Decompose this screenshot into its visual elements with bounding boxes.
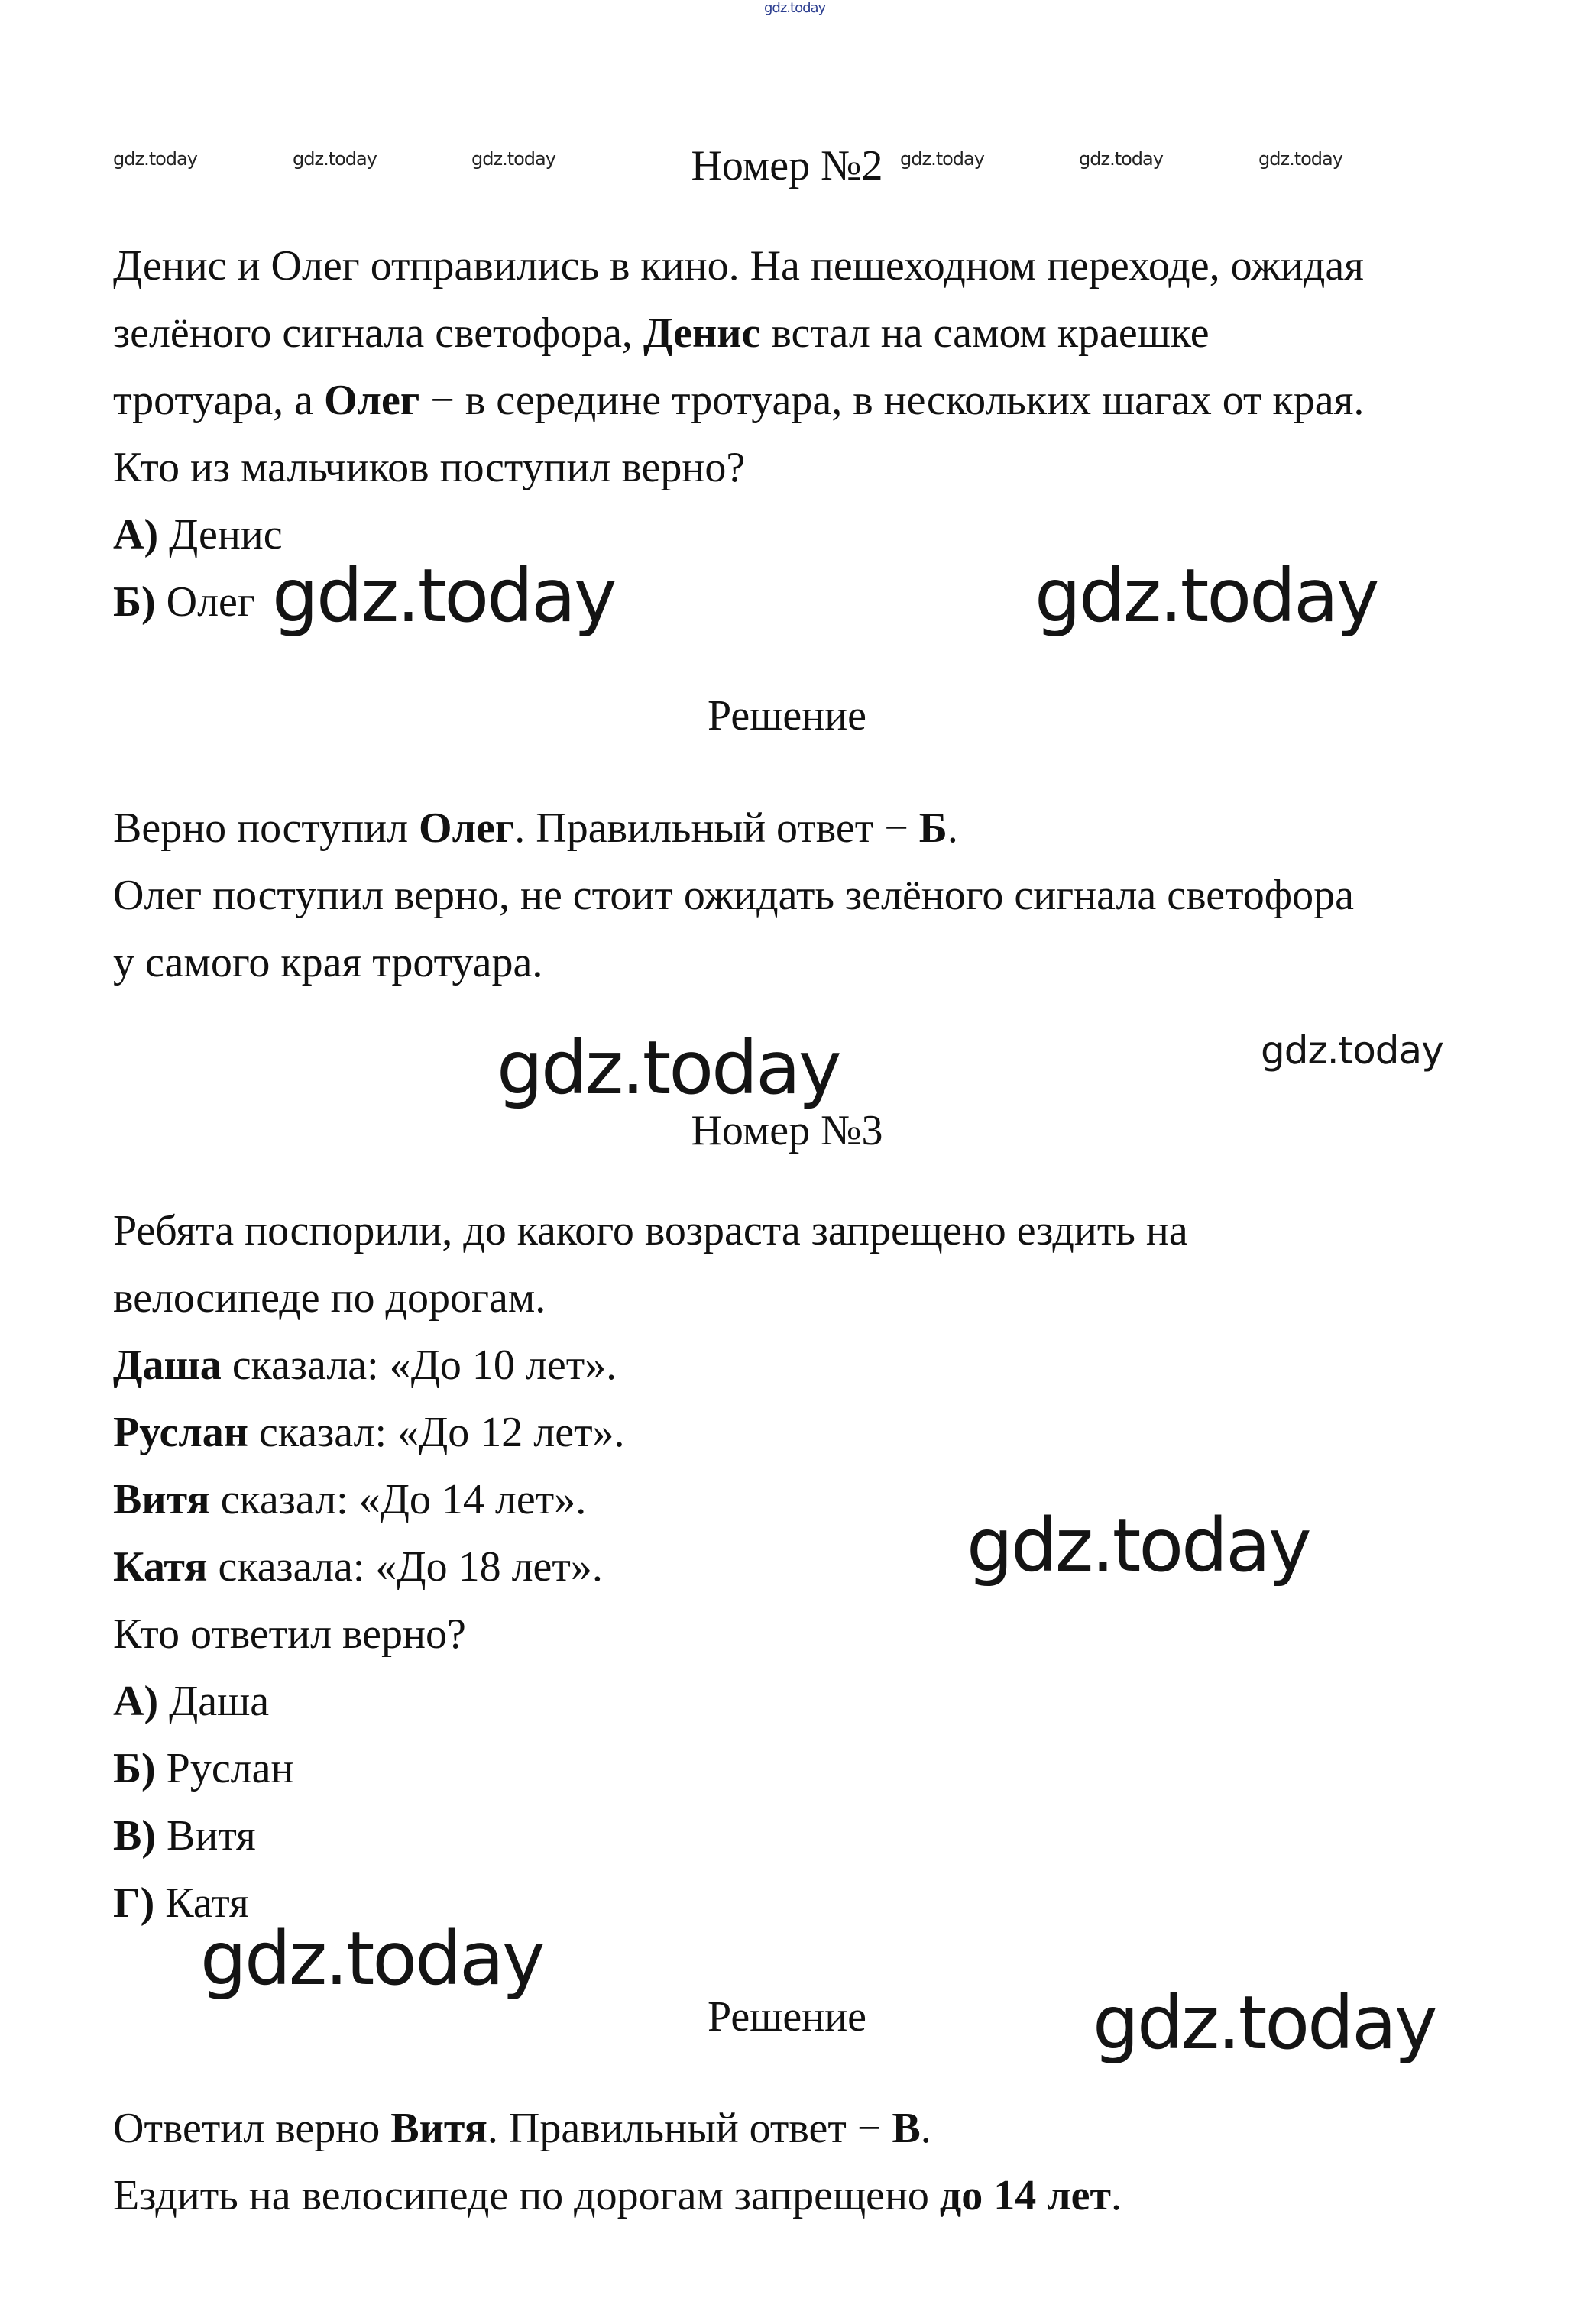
task2-explanation-line: у самого края тротуара. (113, 939, 543, 986)
watermark-large: gdz.today (1093, 1980, 1436, 2066)
task3-paragraph-line: велосипеде по дорогам. (113, 1274, 546, 1322)
watermark-large: gdz.today (200, 1916, 543, 2002)
watermark-medium: gdz.today (1261, 1028, 1443, 1073)
task3-option-v: В) Витя (113, 1812, 256, 1860)
watermark-large: gdz.today (1035, 553, 1378, 639)
task2-paragraph-line: зелёного сигнала светофора, Денис встал на самом краешке (113, 309, 1210, 357)
task3-statement: Даша сказала: «До 10 лет». (113, 1342, 617, 1389)
task3-option-a: А) Даша (113, 1678, 270, 1725)
watermark-large: gdz.today (497, 1025, 840, 1111)
watermark-small: gdz.today (113, 148, 197, 170)
task2-heading: Номер №2 (691, 142, 883, 189)
watermark-small: gdz.today (471, 148, 555, 170)
watermark-small: gdz.today (900, 148, 984, 170)
task3-statement: Руслан сказал: «До 12 лет». (113, 1409, 625, 1456)
task3-question: Кто ответил верно? (113, 1610, 466, 1658)
task2-paragraph-line: Денис и Олег отправились в кино. На пешеходном переходе, ожидая (113, 242, 1364, 290)
task2-solution-title: Решение (707, 692, 867, 740)
task3-option-b: Б) Руслан (113, 1745, 294, 1792)
task3-paragraph-line: Ребята поспорили, до какого возраста запрещено ездить на (113, 1207, 1188, 1254)
task2-answer: Верно поступил Олег. Правильный ответ − Б. (113, 804, 958, 852)
name-denis: Денис (643, 309, 761, 357)
task3-statement: Витя сказал: «До 14 лет». (113, 1476, 587, 1523)
task2-paragraph-line: Кто из мальчиков поступил верно? (113, 444, 746, 491)
task3-heading: Номер №3 (691, 1107, 883, 1154)
watermark-large: gdz.today (272, 553, 615, 639)
watermark-small: gdz.today (293, 148, 377, 170)
watermark-small: gdz.today (1258, 148, 1342, 170)
watermark-large: gdz.today (967, 1503, 1310, 1588)
name-oleg: Олег (323, 377, 420, 424)
task2-option-b: Б) Олег (113, 578, 255, 626)
task3-option-g: Г) Катя (113, 1879, 249, 1927)
task3-answer: Ответил верно Витя. Правильный ответ − В. (113, 2105, 931, 2152)
task3-statement: Катя сказала: «До 18 лет». (113, 1543, 603, 1591)
watermark-small: gdz.today (1079, 148, 1163, 170)
task3-solution-title: Решение (707, 1993, 867, 2041)
task2-paragraph-line: тротуара, а Олег − в середине тротуара, в нескольких шагах от края. (113, 377, 1365, 424)
watermark-top: gdz.today (764, 0, 826, 16)
task3-explanation: Ездить на велосипеде по дорогам запрещено до 14 лет. (113, 2172, 1122, 2219)
task2-explanation-line: Олег поступил верно, не стоит ожидать зелёного сигнала светофора (113, 872, 1354, 919)
task2-option-a: А) Денис (113, 511, 283, 558)
